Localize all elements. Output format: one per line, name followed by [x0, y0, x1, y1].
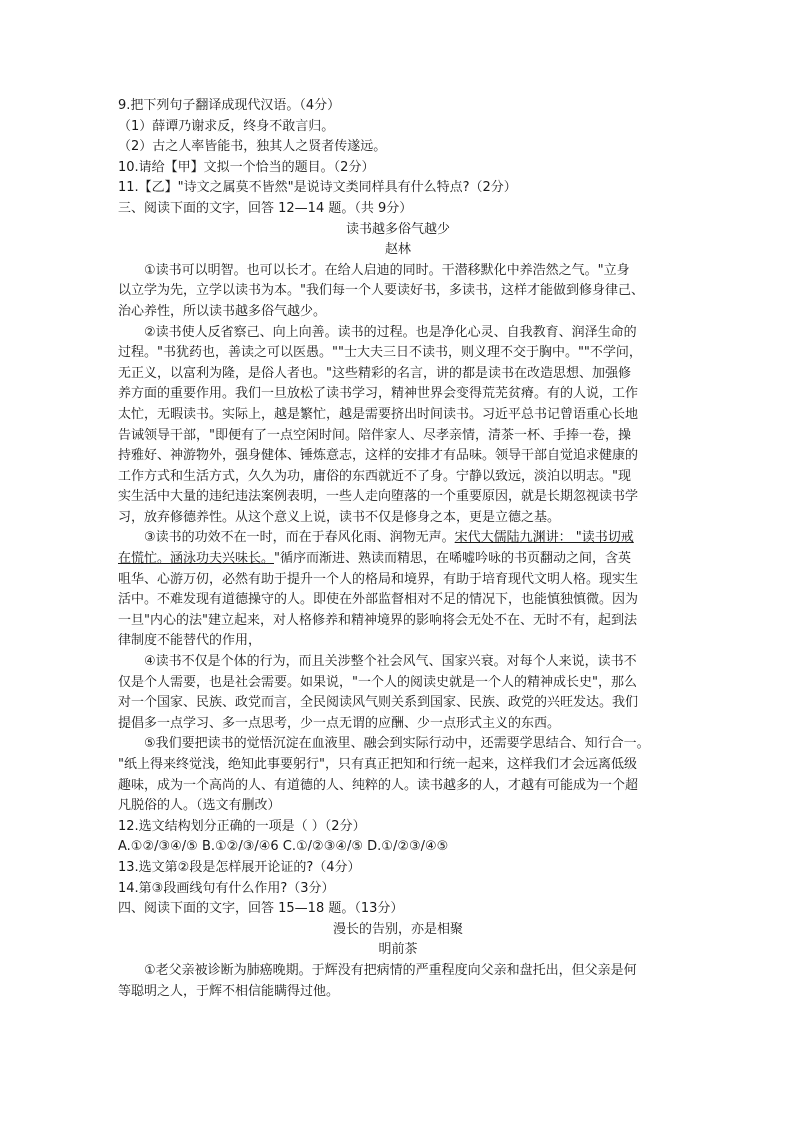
article-1-paragraph-1: ①读书可以明智。也可以长才。在给人启迪的同时。干潜移默化中养浩然之气。"立身 以立学为先，立学以读书为本。"我们每一个人要读好书，多读书，这样才能做到修身律己、 治心养性，所以读书越多俗气越少。	[118, 262, 644, 319]
article-1-paragraph-2: ②读书使人反省察己、向上向善。读书的过程。也是净化心灵、自我教育、润泽生命的 过程。"书犹药也，善读之可以医愚。""士大夫三日不读书，则义理不交于胸中。""不学问， 无正义，以富利为隆，是俗人者也。"这些精彩的名言，讲的都是读书在改造思想、加强修 养方面的重要作用。我们一旦放松了读书学习，精神世界会变得荒芜贫瘠。有的人说，工作 太忙，无暇读书。实际上，越是繁忙，越是需要挤出时间读书。习近平总书记曾语重心长地 告诫领导干部，"即便有了一点空闲时间。陪伴家人、尽孝亲情，清茶一杯、手捧一卷，操 持雅好、神游物外，强身健体、锤炼意志，这样的安排才有品味。领导干部自觉追求健康的 工作方式和生活方式，久久为功，庸俗的东西就近不了身。宁静以致远，淡泊以明志。"现 实生活中大量的违纪违法案例表明，一些人走向堕落的一个重要原因，就是长期忽视读书学 习，放弃修德养性。从这个意义上说，读书不仅是修身之本，更是立德之基。	[118, 324, 642, 525]
article-1-title: 读书越多俗气越少	[345, 221, 450, 237]
article-1-paragraph-3: ③读书的功效不在一时，而在于春风化雨、润物无声。宋代大儒陆九渊讲： "读书切戒 在慌忙。涵泳功夫兴味长。"循序而渐进、熟读而精思，在唏嘘吟咏的书页翻动之间，含英 咀华、心游万仞，必然有助于提升一个人的格局和境界，有助于培育现代文明人格。现实生 活中。不难发现有道德操守的人。即使在外部监督相对不足的情况下，也能慎独慎微。因为 一旦"内心的法"建立起来，对人格修养和精神境界的影响将会无处不在、无时不有，起到法 律制度不能替代的作用，	[118, 530, 639, 649]
question-11: 11.【乙】"诗文之属莫不皆然"是说诗文类同样具有什么特点?（2分）	[118, 180, 517, 196]
article-2-paragraph-1: ①老父亲被诊断为肺癌晚期。于辉没有把病情的严重程度向父亲和盘托出，但父亲是何 等聪明之人，于辉不相信能瞒得过他。	[118, 962, 637, 999]
question-9-sentence-1: （1）薛谭乃谢求反，终身不敢言归。	[118, 118, 335, 134]
article-1-paragraph-4: ④读书不仅是个体的行为，而且关涉整个社会风气、国家兴衰。对每个人来说，读书不 仅是个人需要，也是社会需要。如果说，"一个人的阅读史就是一个人的精神成长史"，那么 对一个国家、民族、政党而言，全民阅读风气则关系到国家、民族、政党的兴旺发达。我们 提倡多一点学习、多一点思考，少一点无谓的应酬、少一点形式主义的东西。	[118, 654, 639, 731]
question-14: 14.第③段画线句有什么作用?（3分）	[118, 880, 335, 896]
exam-page	[118, 96, 678, 1002]
article-1-paragraph-5: ⑤我们要把读书的觉悟沉淀在血液里、融会到实际行动中，还需要学思结合、知行合一。 "纸上得来终觉浅，绝知此事要躬行"，只有真正把知和行统一起来，这样我们才会远离低级 趣味，成为一个高尚的人、有道德的人、纯粹的人。读书越多的人，才越有可能成为一个超 凡脱俗的人。（选文有删改）	[118, 736, 650, 814]
question-13: 13.选文第②段是怎样展开论证的?（4分）	[118, 859, 361, 875]
article-1-author: 赵林	[384, 242, 411, 258]
section-4-heading: 四、阅读下面的文字，回答 15—18 题。（13分）	[118, 901, 404, 917]
section-3-heading: 三、阅读下面的文字，回答 12—14 题。（共 9分）	[118, 200, 413, 216]
question-9: 9.把下列句子翻译成现代汉语。（4分）	[118, 98, 341, 113]
question-12-options: A.①②/③④/⑤ B.①②/③/④6 C.①/②③④/⑤ D.①/②③/④⑤	[118, 839, 449, 855]
article-2-author: 明前茶	[378, 942, 418, 958]
underlined-sentence: 宋代大儒陆九渊讲： "读书切戒	[454, 530, 634, 546]
article-2-title: 漫长的告别，亦是相聚	[332, 921, 463, 937]
question-12: 12.选文结构划分正确的一项是（ ）（2分）	[118, 818, 366, 834]
question-10: 10.请给【甲】文拟一个恰当的题目。（2分）	[118, 159, 375, 175]
question-9-sentence-2: （2）古之人率皆能书，独其人之贤者传遂远。	[118, 139, 387, 155]
underlined-sentence: 在慌忙。涵泳功夫兴味长。	[118, 551, 275, 567]
